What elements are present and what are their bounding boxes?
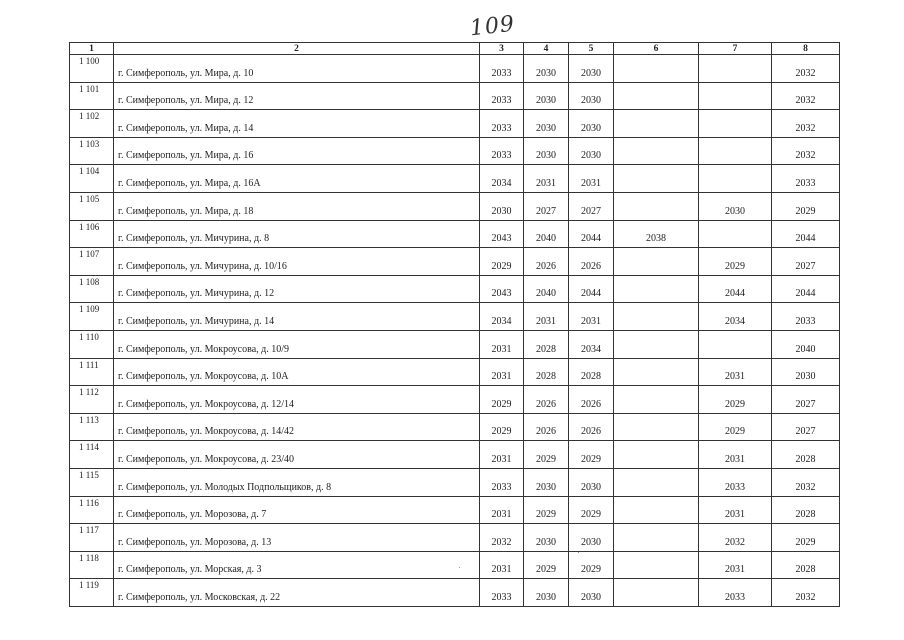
cell-col-7: 2032 <box>699 524 772 552</box>
row-address: г. Симферополь, ул. Морская, д. 3 <box>114 551 480 579</box>
cell-col-6 <box>614 551 699 579</box>
cell-col-6 <box>614 386 699 414</box>
table-row <box>70 551 840 579</box>
row-address: г. Симферополь, ул. Мира, д. 12 <box>114 82 480 110</box>
row-number: 1 111 <box>70 358 114 386</box>
column-header-3: 3 <box>480 43 524 55</box>
table-row <box>70 248 840 276</box>
cell-col-8: 2033 <box>772 165 840 193</box>
row-number: 1 100 <box>70 55 114 83</box>
cell-col-5: 2026 <box>569 386 614 414</box>
cell-col-7 <box>699 110 772 138</box>
cell-col-4: 2030 <box>524 468 569 496</box>
cell-col-7 <box>699 137 772 165</box>
cell-col-8: 2044 <box>772 275 840 303</box>
row-number: 1 117 <box>70 524 114 552</box>
row-address: г. Симферополь, ул. Мокроусова, д. 10/9 <box>114 330 480 358</box>
row-address: г. Симферополь, ул. Мира, д. 16А <box>114 165 480 193</box>
cell-col-4: 2040 <box>524 275 569 303</box>
cell-col-8: 2030 <box>772 358 840 386</box>
row-address: г. Симферополь, ул. Мокроусова, д. 10А <box>114 358 480 386</box>
cell-col-5: 2026 <box>569 248 614 276</box>
cell-col-3: 2029 <box>480 413 524 441</box>
cell-col-7: 2030 <box>699 192 772 220</box>
cell-col-5: 2044 <box>569 220 614 248</box>
cell-col-6 <box>614 579 699 607</box>
table-header-row <box>70 43 840 55</box>
cell-col-4: 2030 <box>524 110 569 138</box>
scan-speck <box>459 567 460 568</box>
cell-col-6 <box>614 413 699 441</box>
cell-col-7: 2034 <box>699 303 772 331</box>
cell-col-7: 2031 <box>699 551 772 579</box>
table-row <box>70 165 840 193</box>
cell-col-3: 2029 <box>480 386 524 414</box>
table-row <box>70 386 840 414</box>
row-address: г. Симферополь, ул. Мира, д. 14 <box>114 110 480 138</box>
cell-col-7: 2033 <box>699 579 772 607</box>
cell-col-7 <box>699 55 772 83</box>
row-address: г. Симферополь, ул. Мичурина, д. 12 <box>114 275 480 303</box>
table-row <box>70 137 840 165</box>
cell-col-4: 2027 <box>524 192 569 220</box>
cell-col-4: 2028 <box>524 330 569 358</box>
cell-col-6 <box>614 524 699 552</box>
cell-col-5: 2031 <box>569 165 614 193</box>
table-row <box>70 303 840 331</box>
cell-col-4: 2030 <box>524 82 569 110</box>
cell-col-7: 2029 <box>699 386 772 414</box>
row-number: 1 116 <box>70 496 114 524</box>
row-address: г. Симферополь, ул. Мичурина, д. 8 <box>114 220 480 248</box>
row-address: г. Симферополь, ул. Молодых Подпольщиков, д. 8 <box>114 468 480 496</box>
cell-col-8: 2032 <box>772 110 840 138</box>
cell-col-6: 2038 <box>614 220 699 248</box>
cell-col-4: 2029 <box>524 496 569 524</box>
cell-col-5: 2029 <box>569 441 614 469</box>
row-number: 1 107 <box>70 248 114 276</box>
cell-col-5: 2028 <box>569 358 614 386</box>
column-header-6: 6 <box>614 43 699 55</box>
housing-register-table <box>69 42 840 607</box>
cell-col-7 <box>699 330 772 358</box>
table-row <box>70 358 840 386</box>
cell-col-8: 2044 <box>772 220 840 248</box>
cell-col-8: 2029 <box>772 192 840 220</box>
row-address: г. Симферополь, ул. Мира, д. 18 <box>114 192 480 220</box>
cell-col-8: 2028 <box>772 551 840 579</box>
cell-col-8: 2027 <box>772 413 840 441</box>
cell-col-3: 2030 <box>480 192 524 220</box>
table-row <box>70 192 840 220</box>
cell-col-8: 2027 <box>772 248 840 276</box>
cell-col-5: 2044 <box>569 275 614 303</box>
row-number: 1 113 <box>70 413 114 441</box>
scan-speck <box>578 552 579 553</box>
row-number: 1 114 <box>70 441 114 469</box>
column-header-8: 8 <box>772 43 840 55</box>
row-address: г. Симферополь, ул. Московская, д. 22 <box>114 579 480 607</box>
cell-col-7: 2031 <box>699 358 772 386</box>
row-number: 1 112 <box>70 386 114 414</box>
cell-col-3: 2029 <box>480 248 524 276</box>
cell-col-8: 2032 <box>772 468 840 496</box>
table-row <box>70 579 840 607</box>
cell-col-4: 2031 <box>524 303 569 331</box>
row-address: г. Симферополь, ул. Мира, д. 10 <box>114 55 480 83</box>
cell-col-4: 2040 <box>524 220 569 248</box>
cell-col-8: 2028 <box>772 496 840 524</box>
cell-col-3: 2034 <box>480 165 524 193</box>
column-header-1: 1 <box>70 43 114 55</box>
cell-col-6 <box>614 82 699 110</box>
cell-col-5: 2026 <box>569 413 614 441</box>
cell-col-5: 2027 <box>569 192 614 220</box>
cell-col-6 <box>614 192 699 220</box>
cell-col-3: 2033 <box>480 137 524 165</box>
row-address: г. Симферополь, ул. Мокроусова, д. 14/42 <box>114 413 480 441</box>
cell-col-3: 2033 <box>480 579 524 607</box>
cell-col-5: 2030 <box>569 524 614 552</box>
cell-col-6 <box>614 330 699 358</box>
cell-col-6 <box>614 55 699 83</box>
cell-col-7 <box>699 82 772 110</box>
row-number: 1 102 <box>70 110 114 138</box>
cell-col-7: 2031 <box>699 496 772 524</box>
row-number: 1 109 <box>70 303 114 331</box>
cell-col-3: 2032 <box>480 524 524 552</box>
cell-col-8: 2032 <box>772 137 840 165</box>
row-number: 1 105 <box>70 192 114 220</box>
cell-col-5: 2030 <box>569 55 614 83</box>
cell-col-6 <box>614 468 699 496</box>
row-address: г. Симферополь, ул. Морозова, д. 13 <box>114 524 480 552</box>
row-number: 1 103 <box>70 137 114 165</box>
cell-col-8: 2032 <box>772 55 840 83</box>
cell-col-5: 2029 <box>569 551 614 579</box>
cell-col-5: 2031 <box>569 303 614 331</box>
cell-col-4: 2030 <box>524 579 569 607</box>
cell-col-7: 2029 <box>699 413 772 441</box>
row-number: 1 108 <box>70 275 114 303</box>
cell-col-3: 2034 <box>480 303 524 331</box>
cell-col-3: 2043 <box>480 220 524 248</box>
cell-col-8: 2027 <box>772 386 840 414</box>
cell-col-3: 2033 <box>480 110 524 138</box>
row-number: 1 106 <box>70 220 114 248</box>
table-row <box>70 82 840 110</box>
table-row <box>70 55 840 83</box>
row-address: г. Симферополь, ул. Мичурина, д. 14 <box>114 303 480 331</box>
cell-col-5: 2029 <box>569 496 614 524</box>
cell-col-8: 2033 <box>772 303 840 331</box>
cell-col-7 <box>699 165 772 193</box>
column-header-4: 4 <box>524 43 569 55</box>
cell-col-4: 2026 <box>524 386 569 414</box>
column-header-5: 5 <box>569 43 614 55</box>
cell-col-6 <box>614 248 699 276</box>
table-row <box>70 413 840 441</box>
row-address: г. Симферополь, ул. Мичурина, д. 10/16 <box>114 248 480 276</box>
cell-col-4: 2030 <box>524 524 569 552</box>
cell-col-5: 2030 <box>569 137 614 165</box>
cell-col-5: 2030 <box>569 82 614 110</box>
cell-col-6 <box>614 303 699 331</box>
cell-col-4: 2029 <box>524 441 569 469</box>
table-row <box>70 275 840 303</box>
cell-col-3: 2033 <box>480 468 524 496</box>
cell-col-3: 2031 <box>480 358 524 386</box>
row-number: 1 110 <box>70 330 114 358</box>
cell-col-3: 2031 <box>480 441 524 469</box>
cell-col-4: 2026 <box>524 248 569 276</box>
column-header-7: 7 <box>699 43 772 55</box>
cell-col-7 <box>699 220 772 248</box>
table-row <box>70 220 840 248</box>
cell-col-3: 2031 <box>480 551 524 579</box>
cell-col-4: 2026 <box>524 413 569 441</box>
column-header-2: 2 <box>114 43 480 55</box>
cell-col-6 <box>614 275 699 303</box>
cell-col-7: 2029 <box>699 248 772 276</box>
cell-col-8: 2028 <box>772 441 840 469</box>
cell-col-3: 2033 <box>480 82 524 110</box>
cell-col-6 <box>614 441 699 469</box>
cell-col-4: 2029 <box>524 551 569 579</box>
cell-col-7: 2044 <box>699 275 772 303</box>
row-address: г. Симферополь, ул. Морозова, д. 7 <box>114 496 480 524</box>
table-row <box>70 468 840 496</box>
cell-col-6 <box>614 110 699 138</box>
cell-col-7: 2031 <box>699 441 772 469</box>
cell-col-3: 2031 <box>480 496 524 524</box>
table-row <box>70 330 840 358</box>
cell-col-3: 2031 <box>480 330 524 358</box>
cell-col-8: 2029 <box>772 524 840 552</box>
row-number: 1 115 <box>70 468 114 496</box>
cell-col-8: 2040 <box>772 330 840 358</box>
cell-col-7: 2033 <box>699 468 772 496</box>
cell-col-5: 2034 <box>569 330 614 358</box>
cell-col-5: 2030 <box>569 579 614 607</box>
cell-col-8: 2032 <box>772 579 840 607</box>
row-number: 1 104 <box>70 165 114 193</box>
row-address: г. Симферополь, ул. Мира, д. 16 <box>114 137 480 165</box>
row-number: 1 119 <box>70 579 114 607</box>
page-number: 109 <box>468 11 517 42</box>
row-address: г. Симферополь, ул. Мокроусова, д. 12/14 <box>114 386 480 414</box>
cell-col-5: 2030 <box>569 110 614 138</box>
cell-col-8: 2032 <box>772 82 840 110</box>
cell-col-4: 2028 <box>524 358 569 386</box>
row-address: г. Симферополь, ул. Мокроусова, д. 23/40 <box>114 441 480 469</box>
cell-col-4: 2030 <box>524 137 569 165</box>
table-row <box>70 524 840 552</box>
table-row <box>70 110 840 138</box>
cell-col-6 <box>614 165 699 193</box>
cell-col-6 <box>614 358 699 386</box>
cell-col-6 <box>614 496 699 524</box>
cell-col-5: 2030 <box>569 468 614 496</box>
row-number: 1 101 <box>70 82 114 110</box>
row-number: 1 118 <box>70 551 114 579</box>
cell-col-6 <box>614 137 699 165</box>
table-row <box>70 441 840 469</box>
cell-col-4: 2030 <box>524 55 569 83</box>
cell-col-3: 2033 <box>480 55 524 83</box>
cell-col-4: 2031 <box>524 165 569 193</box>
table-row <box>70 496 840 524</box>
cell-col-3: 2043 <box>480 275 524 303</box>
